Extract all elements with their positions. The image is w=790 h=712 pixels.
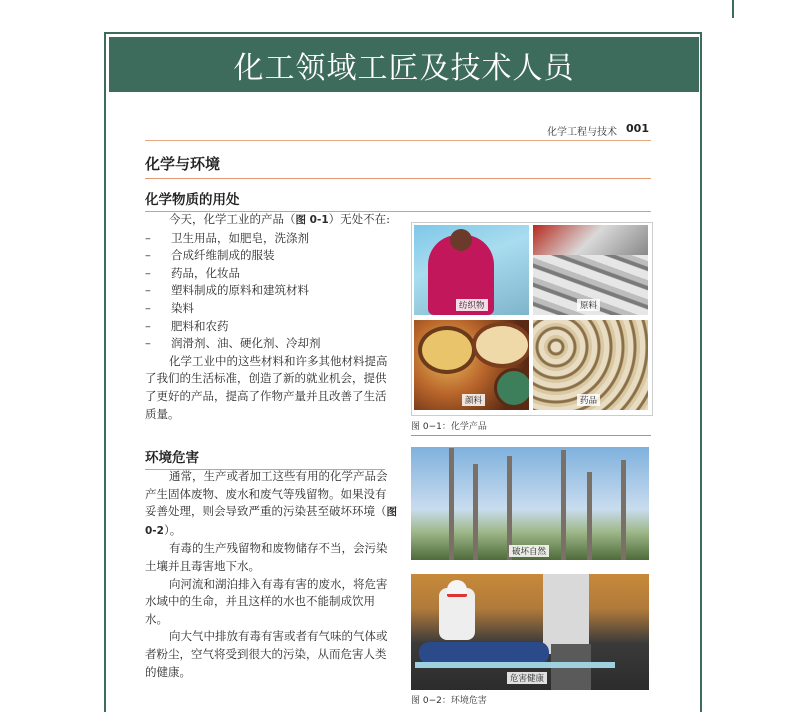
hazard-paragraph-3: 向河流和湖泊排入有毒有害的废水，将危害水域中的生命，并且这样的水也不能制成饮用水。 [145,576,388,626]
product-list [145,230,397,353]
running-head-text: 化学工程与技术 [547,127,617,138]
dead-tree-shape [449,448,454,560]
dead-tree-shape [621,460,626,560]
medicine-photo [533,320,648,410]
hazard-paragraph-1 [145,468,397,540]
pigment-pot-shape [494,368,529,408]
figure-caption-1: 图 0−1：化学产品 [411,419,651,436]
subsection-heading-uses: 化学物质的用处 [145,188,651,212]
dead-tree-shape [561,450,566,560]
list-item: – 润滑剂、油、硬化剂、冷却剂 [145,335,397,353]
figure-ref-1: 图 0-1 [295,214,329,226]
title-banner [109,37,699,92]
pigment-pot-shape [418,326,476,374]
section-heading: 化学与环境 [145,153,651,179]
figure-chemical-products [411,222,653,416]
photo-label-health: 危害健康 [507,672,547,684]
intro-before: 今天，化学工业的产品（ [169,212,296,226]
list-item: – 卫生用品，如肥皂，洗涤剂 [145,230,397,248]
photo-label-pigment: 颜料 [462,394,485,406]
medic-shape [543,574,589,654]
p1-before: 通常，生产或者加工这些有用的化学产品会产生固体废物、废水和废气等残留物。如果没有妥善处理，则会导致严重的污染甚至破坏环境（ [145,469,388,519]
hazard-paragraph-4: 向大气中排放有毒有害或者有气味的气体或者粉尘，空气将受到很大的污染，从而危害人类的健康。 [145,629,388,679]
raw-material-photo [533,225,648,315]
textile-photo [414,225,529,315]
photo-label-nature: 破坏自然 [509,545,549,557]
figure-caption-2: 图 0−2：环境危害 [411,696,487,706]
uses-paragraph: 化学工业中的这些材料和许多其他材料提高了我们的生活标准，创造了新的就业机会，提供了更好的产品，提高了作物产量并且改善了生活质量。 [145,353,388,421]
dead-tree-shape [473,464,478,560]
forest-damage-photo [411,447,649,560]
top-edge-rule [732,0,734,18]
pigment-pot-shape [472,322,529,368]
helmet-shape [447,580,467,597]
victim-shape [419,642,549,664]
uses-intro [145,211,397,230]
page-number: 001 [626,122,649,135]
banner-title: 化工领域工匠及技术人员 [233,50,575,86]
hazards-text-column [145,468,397,681]
photo-label-textile: 纺织物 [456,299,488,311]
photo-label-medicine: 药品 [577,394,600,406]
stretcher-shape [415,662,615,668]
person-head-shape [450,229,472,251]
running-head [145,120,651,141]
pigment-photo [414,320,529,410]
health-hazard-photo [411,574,649,690]
dead-tree-shape [587,472,592,560]
hazard-paragraph-2: 有毒的生产残留物和废物储存不当，会污染土壤并且毒害地下水。 [145,541,388,573]
p1-after: ）。 [163,522,182,537]
list-item: – 肥料和农药 [145,318,397,336]
figure-ref-2: 图 0-2 [145,506,397,537]
list-item: – 染料 [145,300,397,318]
list-item: – 药品，化妆品 [145,265,397,283]
intro-after: ）无处不在: [328,212,391,226]
list-item: – 合成纤维制成的服装 [145,247,397,265]
subsection-heading-hazards: 环境危害 [145,446,385,470]
photo-label-raw: 原料 [577,299,600,311]
uses-text-column [145,211,397,423]
list-item: – 塑料制成的原料和建筑材料 [145,282,397,300]
